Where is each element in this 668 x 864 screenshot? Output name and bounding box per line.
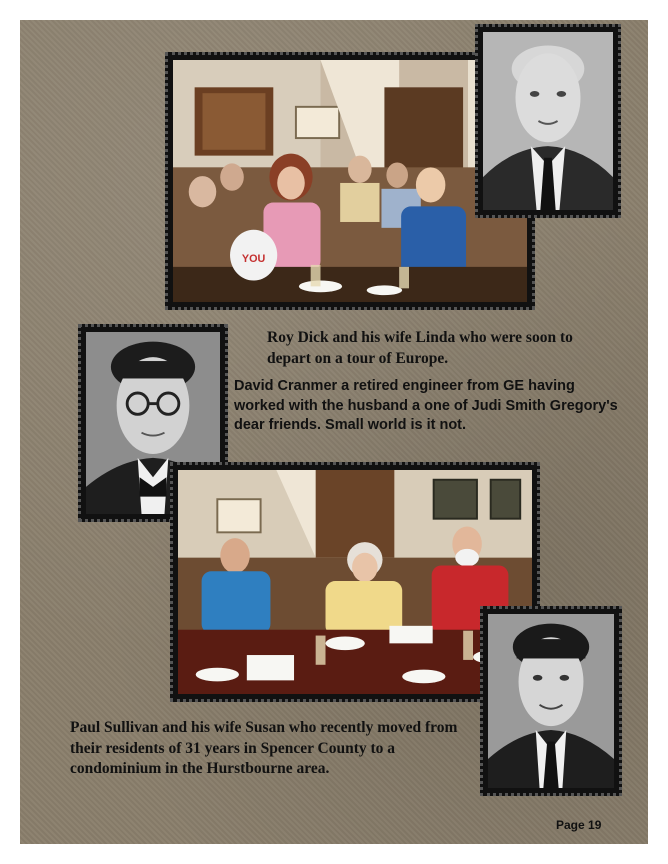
paul-sullivan-yearbook-portrait — [480, 606, 622, 796]
roy-dick-portrait-image — [483, 32, 613, 210]
david-cranmer-caption: David Cranmer a retired engineer from GE having worked with the husband a one of Judi Smith Gregory's dear friends. Small world is it not. — [234, 378, 618, 433]
shopping-bag-print: YOU — [241, 253, 266, 265]
scrapbook-page — [20, 20, 648, 844]
page-number: Page 19 — [556, 818, 602, 832]
roy-dick-yearbook-portrait — [475, 24, 621, 218]
sullivan-dinner-scene — [178, 470, 532, 694]
roy-dick-dinner-scene — [173, 60, 527, 302]
roy-dick-caption: Roy Dick and his wife Linda who were soon to depart on a tour of Europe. — [267, 329, 573, 367]
paul-sullivan-caption: Paul Sullivan and his wife Susan who recently moved from their residents of 31 years in Spencer County to a condominium in the Hurstbourne area. — [70, 719, 458, 777]
paul-sullivan-portrait-image — [488, 614, 614, 788]
